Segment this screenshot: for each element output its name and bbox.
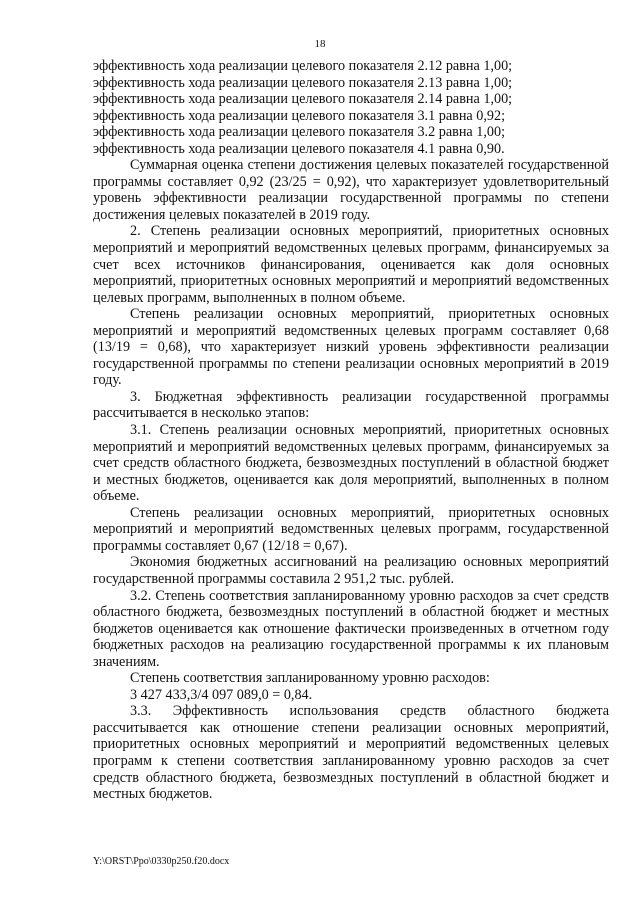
section-3-2-paragraph: 3.2. Степень соответствия запланированному уровню расходов за счет средств областного бюджета, безвозмездных поступлений в областной бюджет и местных бюджетов оценивается как отношение фактически произведенных в отчетном году бюджетных расходов на реализацию государственной программы к их плановым значениям. xyxy=(93,587,609,670)
indicator-line: эффективность хода реализации целевого показателя 4.1 равна 0,90. xyxy=(93,140,505,157)
expense-level-formula: 3 427 433,3/4 097 089,0 = 0,84. xyxy=(130,686,313,703)
expense-level-label: Степень соответствия запланированному уровню расходов: xyxy=(130,670,490,687)
section-3-3-paragraph: 3.3. Эффективность использования средств областного бюджета рассчитывается как отношение степени реализации основных мероприятий, приоритетных основных мероприятий и мероприятий ведомственных целевых программ к степени соответствия запланированному уровню расходов за счет средств областного бюджета, безвозмездных поступлений в областной бюджет и местных бюджетов. xyxy=(93,703,609,803)
indicator-line: эффективность хода реализации целевого показателя 3.1 равна 0,92; xyxy=(93,107,506,124)
section-2-paragraph: 2. Степень реализации основных мероприятий, приоритетных основных мероприятий и мероприятий ведомственных целевых программ, финансируемых за счет всех источников финансирования, оценивается как доля основных мероприятий, приоритетных основных мероприятий и мероприятий ведомственных целевых программ, выполненных в полном объеме. xyxy=(93,223,609,306)
section-2-result-paragraph: Степень реализации основных мероприятий, приоритетных основных мероприятий и мероприятий ведомственных целевых программ составляет 0,68 (13/19 = 0,68), что характеризует низкий уровень эффективности реализации государственной программы по степени реализации основных мероприятий в 2019 году. xyxy=(93,306,609,389)
section-3-1-result-paragraph: Степень реализации основных мероприятий, приоритетных основных мероприятий и мероприятий ведомственных целевых программ, государственной программы составляет 0,67 (12/18 = 0,67). xyxy=(93,504,609,554)
section-3-1-paragraph: 3.1. Степень реализации основных мероприятий, приоритетных основных мероприятий и мероприятий ведомственных целевых программ, финансируемых за счет средств областного бюджета, безвозмездных поступлений в областной бюджет и местных бюджетов, оценивается как доля мероприятий, выполненных в полном объеме. xyxy=(93,422,609,505)
page-number: 18 xyxy=(314,38,326,50)
indicator-line: эффективность хода реализации целевого показателя 3.2 равна 1,00; xyxy=(93,124,506,141)
document-body xyxy=(93,58,609,803)
indicator-line: эффективность хода реализации целевого показателя 2.14 равна 1,00; xyxy=(93,91,513,108)
savings-paragraph: Экономия бюджетных ассигнований на реализацию основных мероприятий государственной программы составила 2 951,2 тыс. рублей. xyxy=(93,554,609,587)
section-3-paragraph: 3. Бюджетная эффективность реализации государственной программы рассчитывается в несколько этапов: xyxy=(93,388,609,422)
indicator-line: эффективность хода реализации целевого показателя 2.12 равна 1,00; xyxy=(93,58,513,74)
summary-paragraph: Суммарная оценка степени достижения целевых показателей государственной программы составляет 0,92 (23/25 = 0,92), что характеризует удовлетворительный уровень эффективности реализации государственной программы по степени достижения целевых показателей в 2019 году. xyxy=(93,157,609,223)
file-path-footer: Y:\ORST\Ppo\0330p250.f20.docx xyxy=(93,856,230,867)
indicator-line: эффективность хода реализации целевого показателя 2.13 равна 1,00; xyxy=(93,74,513,91)
